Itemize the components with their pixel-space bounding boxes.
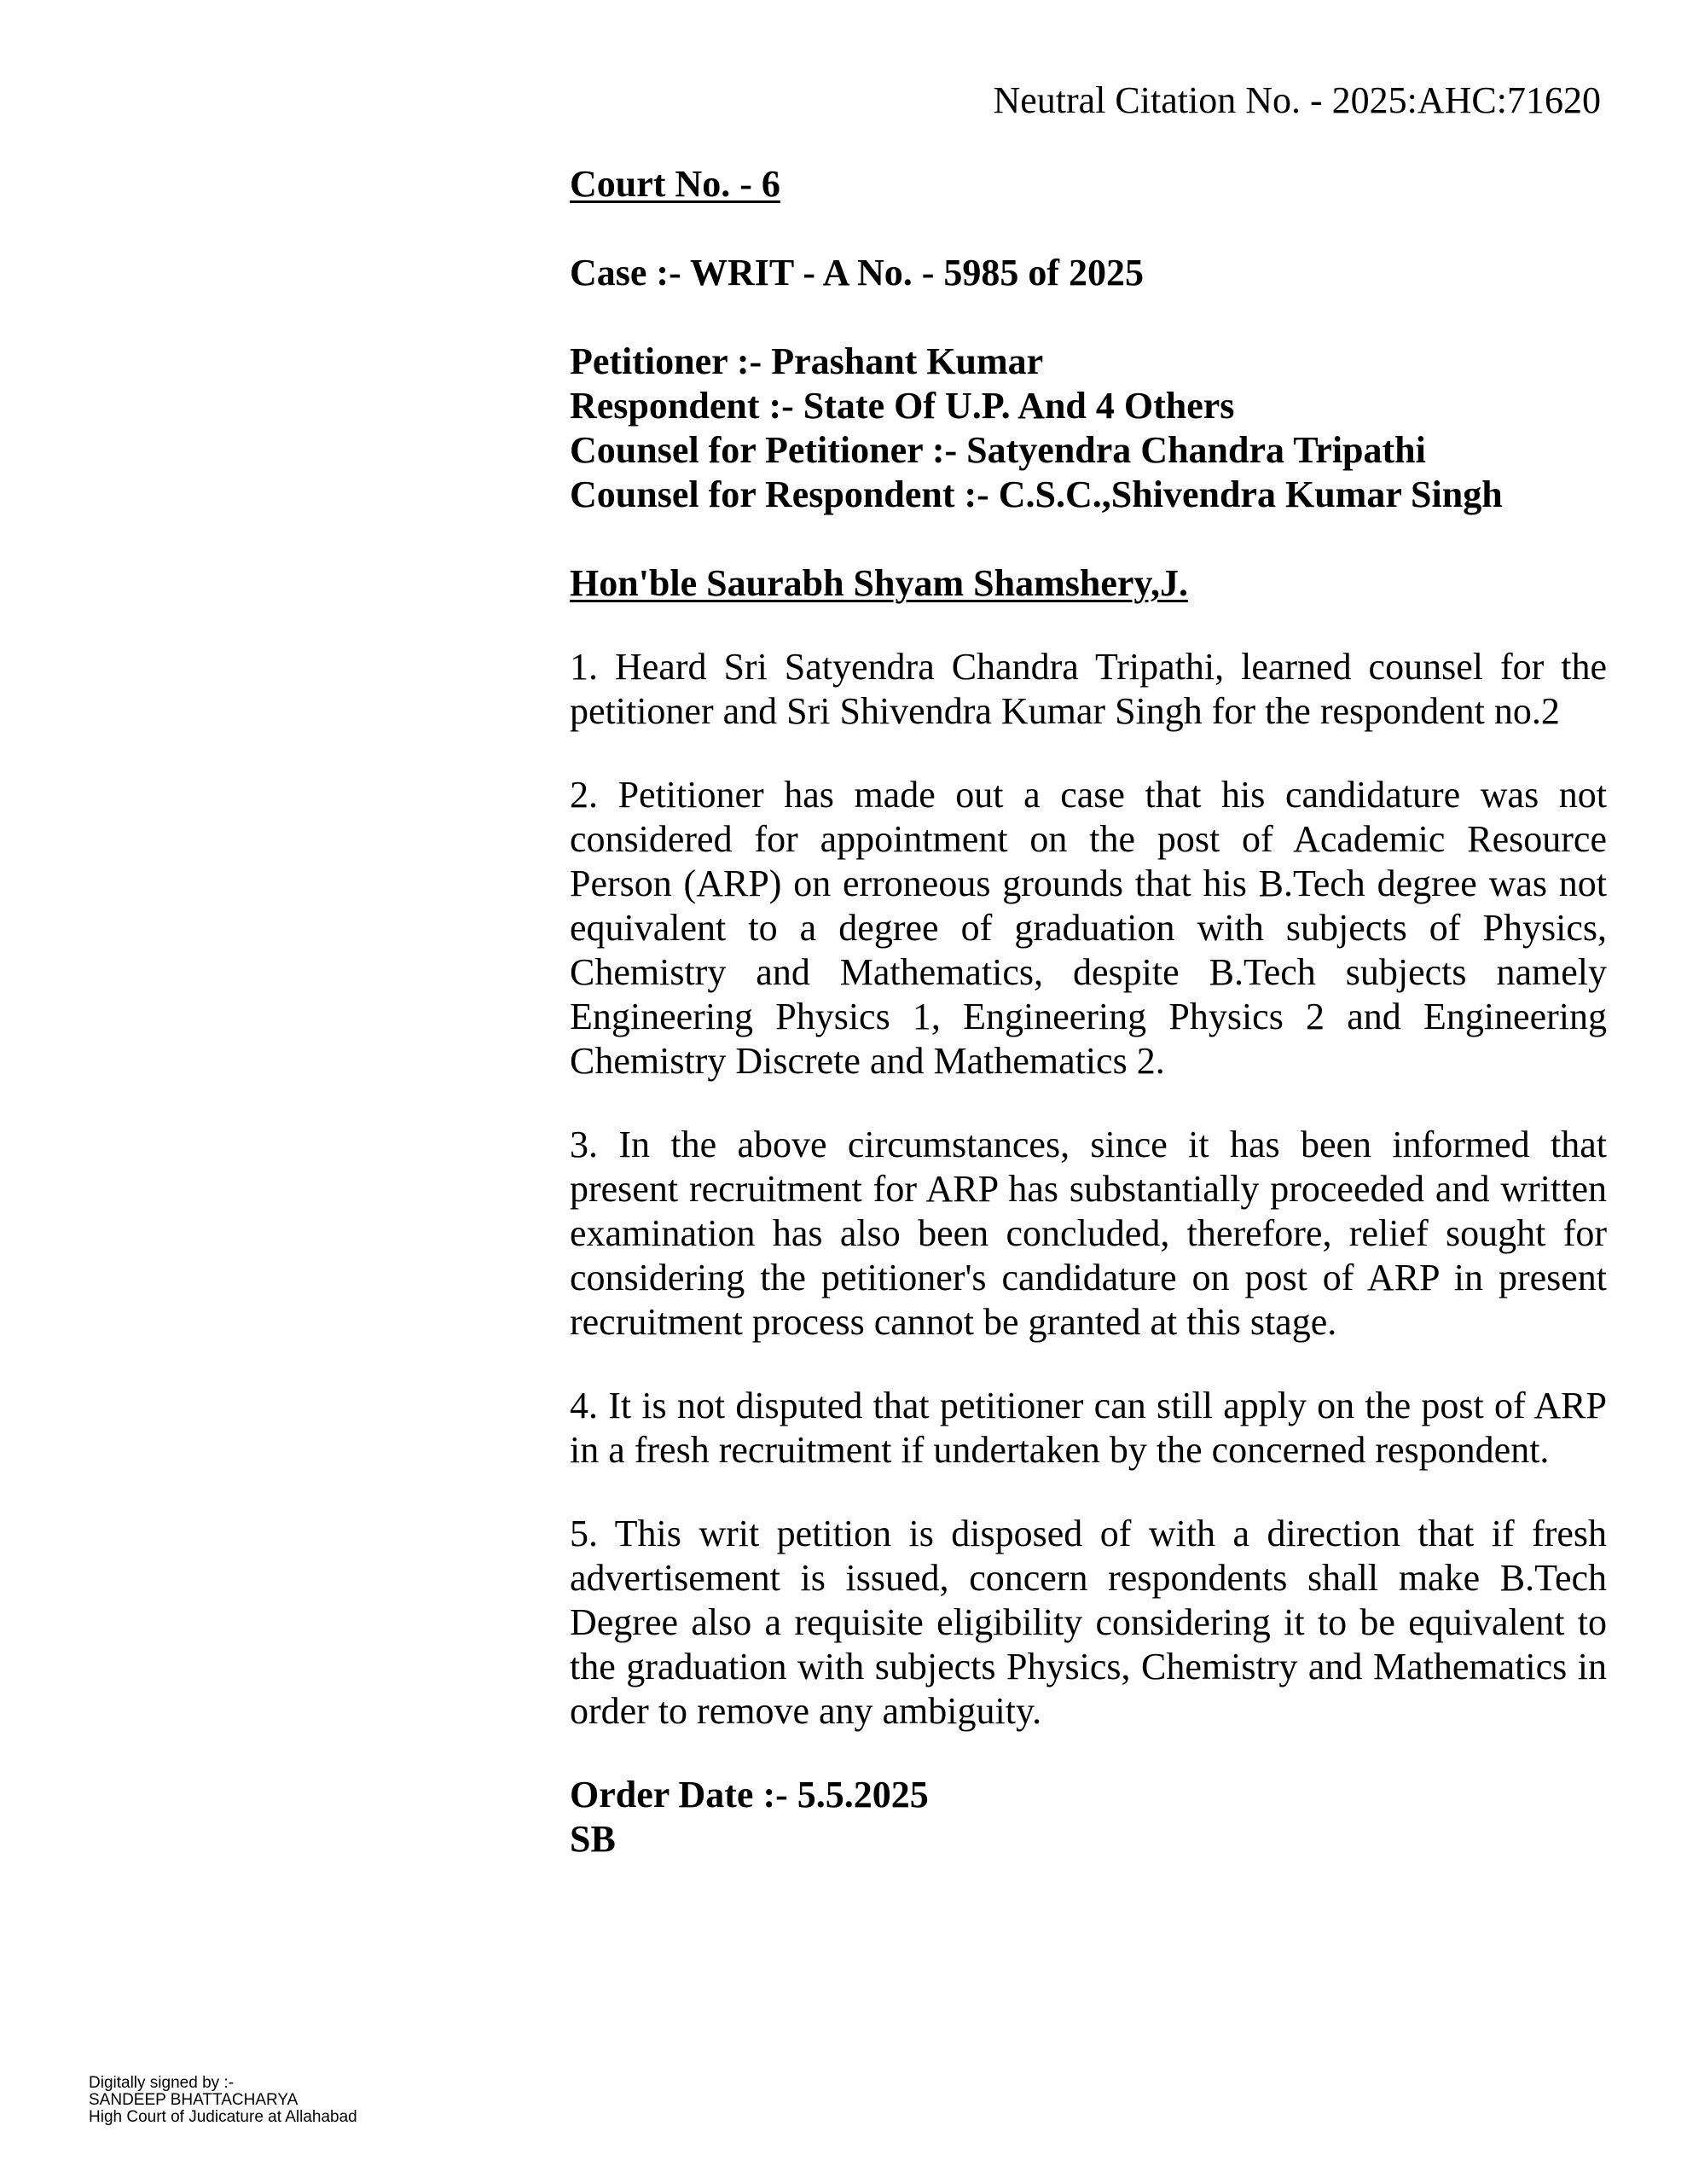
neutral-citation: Neutral Citation No. - 2025:AHC:71620 [993, 79, 1601, 121]
paragraph-3: 3. In the above circumstances, since it has been informed that present recruitment for ARP has substantially proceeded and written examination has also been concluded, therefore, relief sought for considering the petitioner's candidature on post of ARP in present recruitment process cannot be granted at this stage. [570, 1124, 1607, 1343]
paragraph-4: 4. It is not disputed that petitioner can still apply on the post of ARP in a fresh recruitment if undertaken by the concerned respondent. [570, 1385, 1607, 1471]
case-number: Case :- WRIT - A No. - 5985 of 2025 [570, 252, 1145, 293]
respondent-line: Respondent :- State Of U.P. And 4 Others [570, 385, 1235, 427]
signature-line-2: SANDEEP BHATTACHARYA [89, 2091, 299, 2109]
paragraph-5: 5. This writ petition is disposed of with a direction that if fresh advertisement is issued, concern respondents shall make B.Tech Degree also a requisite eligibility considering it to be equivalent to the graduation with subjects Physics, Chemistry and Mathematics in order to remove any ambiguity. [570, 1513, 1607, 1732]
initials: SB [570, 1818, 616, 1860]
digital-signature [89, 2075, 357, 2126]
signature-line-3: High Court of Judicature at Allahabad [89, 2108, 357, 2126]
petitioner-line: Petitioner :- Prashant Kumar [570, 340, 1044, 382]
paragraph-2: 2. Petitioner has made out a case that his candidature was not considered for appointment on the post of Academic Resource Person (ARP) on erroneous grounds that his B.Tech degree was not equivalent to a degree of graduation with subjects of Physics, Chemistry and Mathematics, despite B.Tech subjects namely Engineering Physics 1, Engineering Physics 2 and Engineering Chemistry Discrete and Mathematics 2. [570, 774, 1607, 1082]
paragraph-1: 1. Heard Sri Satyendra Chandra Tripathi, learned counsel for the petitioner and Sri Shivendra Kumar Singh for the respondent no.2 [570, 646, 1607, 732]
counsel-petitioner-line: Counsel for Petitioner :- Satyendra Chandra Tripathi [570, 429, 1426, 471]
judge-name: Hon'ble Saurabh Shyam Shamshery,J. [570, 562, 1188, 604]
parties-block [570, 340, 1607, 517]
judgment-body [570, 162, 1607, 1862]
counsel-respondent-line: Counsel for Respondent :- C.S.C.,Shivendra Kumar Singh [570, 473, 1503, 515]
order-date: Order Date :- 5.5.2025 [570, 1774, 929, 1815]
court-number: Court No. - 6 [570, 163, 780, 205]
signature-line-1: Digitally signed by :- [89, 2074, 235, 2092]
